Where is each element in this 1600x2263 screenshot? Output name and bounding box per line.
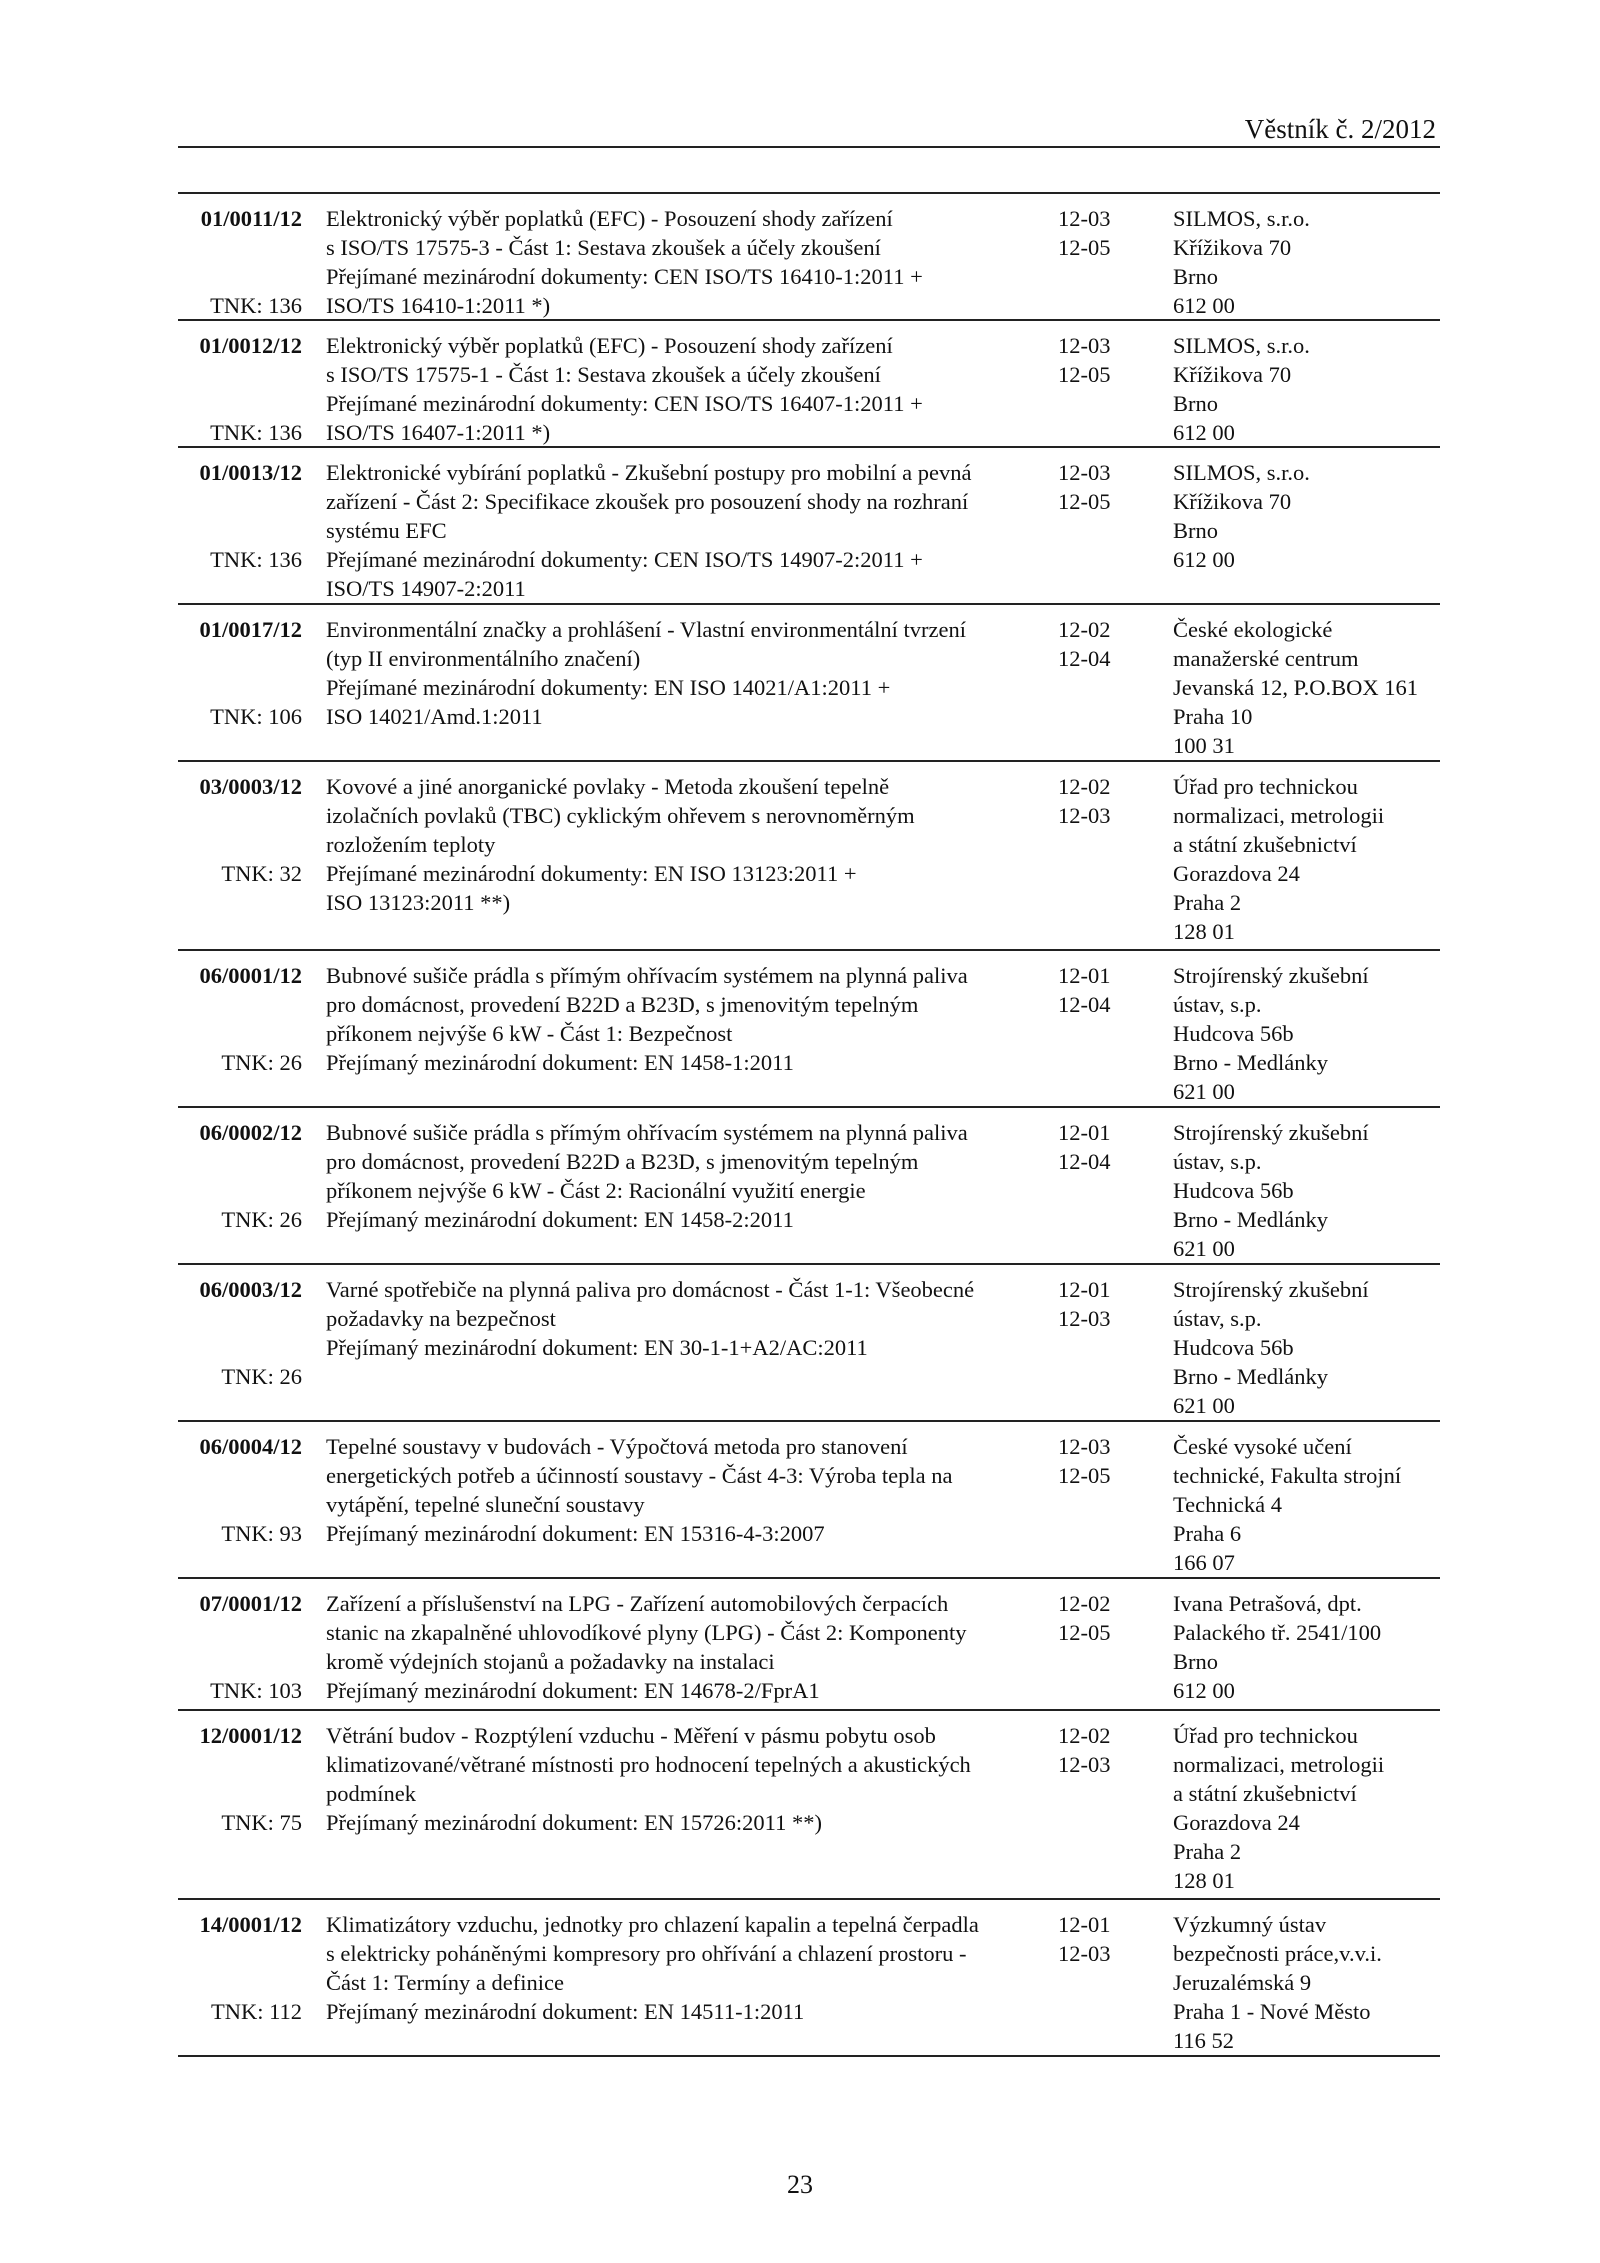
org-line: 128 01 (1173, 1868, 1235, 1893)
table-row (178, 951, 1440, 1108)
entry-code-cell (178, 1910, 302, 2051)
table-row (178, 1265, 1440, 1422)
entry-tnk: TNK: 32 (221, 861, 302, 886)
entry-organization (1173, 1589, 1443, 1705)
entry-dates (1058, 1118, 1138, 1176)
entry-title (326, 204, 923, 320)
org-line: Praha 2 (1173, 890, 1242, 915)
entry-tnk: TNK: 103 (210, 1678, 302, 1703)
date-value: 12-01 (1058, 1912, 1111, 1937)
title-line: Přejímané mezinárodní dokumenty: CEN ISO/TS 16407-1:2011 + (326, 391, 923, 416)
entry-dates (1058, 1432, 1138, 1490)
entry-dates (1058, 458, 1138, 516)
org-line: Jevanská 12, P.O.BOX 161 (1173, 675, 1418, 700)
org-line: 612 00 (1173, 1678, 1235, 1703)
title-line: Přejímaný mezinárodní dokument: EN 1458-2:2011 (326, 1207, 794, 1232)
entry-organization (1173, 1432, 1443, 1577)
title-line: Varné spotřebiče na plynná paliva pro domácnost - Část 1-1: Všeobecné (326, 1277, 975, 1302)
title-line: Přejímaný mezinárodní dokument: EN 1458-1:2011 (326, 1050, 794, 1075)
title-line: systému EFC (326, 518, 447, 543)
org-line: ústav, s.p. (1173, 1306, 1262, 1331)
org-line: Hudcova 56b (1173, 1021, 1294, 1046)
date-value: 12-03 (1058, 803, 1111, 828)
title-line: Zařízení a příslušenství na LPG - Zařízení automobilových čerpacích (326, 1591, 949, 1616)
org-line: 621 00 (1173, 1236, 1235, 1261)
title-line: s elektricky poháněnými kompresory pro ohřívání a chlazení prostoru - (326, 1941, 967, 1966)
title-line: ISO/TS 16407-1:2011 *) (326, 420, 551, 445)
org-line: Úřad pro technickou (1173, 774, 1358, 799)
org-line: 612 00 (1173, 293, 1235, 318)
entry-tnk: TNK: 26 (221, 1364, 302, 1389)
entry-code: 07/0001/12 (199, 1591, 302, 1616)
entry-title (326, 1432, 953, 1548)
date-value: 12-02 (1058, 1723, 1111, 1748)
entry-tnk: TNK: 75 (221, 1810, 302, 1835)
org-line: ústav, s.p. (1173, 1149, 1262, 1174)
entry-dates (1058, 204, 1138, 262)
org-line: Brno - Medlánky (1173, 1207, 1328, 1232)
entry-organization (1173, 458, 1443, 574)
entry-code-cell (178, 458, 302, 599)
title-line: Přejímané mezinárodní dokumenty: EN ISO 14021/A1:2011 + (326, 675, 891, 700)
org-line: Gorazdova 24 (1173, 1810, 1300, 1835)
date-value: 12-05 (1058, 1620, 1111, 1645)
org-line: ústav, s.p. (1173, 992, 1262, 1017)
date-value: 12-04 (1058, 1149, 1111, 1174)
org-line: Výzkumný ústav (1173, 1912, 1327, 1937)
page-header (178, 110, 1440, 148)
org-line: a státní zkušebnictví (1173, 832, 1357, 857)
page-number: 23 (787, 2170, 813, 2199)
entry-code: 14/0001/12 (199, 1912, 302, 1937)
journal-title: Věstník č. 2/2012 (1244, 114, 1436, 144)
entry-code: 06/0003/12 (199, 1277, 302, 1302)
title-line: požadavky na bezpečnost (326, 1306, 556, 1331)
title-line: Elektronický výběr poplatků (EFC) - Posouzení shody zařízení (326, 206, 893, 231)
org-line: Úřad pro technickou (1173, 1723, 1358, 1748)
org-line: technické, Fakulta strojní (1173, 1463, 1402, 1488)
org-line: 612 00 (1173, 547, 1235, 572)
title-line: Environmentální značky a prohlášení - Vlastní environmentální tvrzení (326, 617, 967, 642)
entry-tnk: TNK: 136 (210, 293, 302, 318)
date-value: 12-01 (1058, 1120, 1111, 1145)
entry-organization (1173, 772, 1443, 946)
org-line: Brno (1173, 1649, 1218, 1674)
entry-dates (1058, 1910, 1138, 1968)
org-line: manažerské centrum (1173, 646, 1359, 671)
date-value: 12-05 (1058, 235, 1111, 260)
org-line: České vysoké učení (1173, 1434, 1352, 1459)
entry-title (326, 1589, 967, 1705)
entry-dates (1058, 615, 1138, 673)
entry-code-cell (178, 961, 302, 1102)
entry-code: 06/0004/12 (199, 1434, 302, 1459)
table-row (178, 762, 1440, 951)
entry-organization (1173, 961, 1443, 1106)
entry-title (326, 1910, 979, 2026)
entry-dates (1058, 1721, 1138, 1779)
title-line: Přejímaný mezinárodní dokument: EN 15316-4-3:2007 (326, 1521, 825, 1546)
table-row (178, 1108, 1440, 1265)
date-value: 12-03 (1058, 460, 1111, 485)
entry-tnk: TNK: 26 (221, 1207, 302, 1232)
org-line: normalizaci, metrologii (1173, 803, 1385, 828)
title-line: ISO 13123:2011 **) (326, 890, 511, 915)
date-value: 12-03 (1058, 1941, 1111, 1966)
table-row (178, 1900, 1440, 2057)
entry-code-cell (178, 615, 302, 756)
entry-code: 01/0012/12 (199, 333, 302, 358)
org-line: 166 07 (1173, 1550, 1235, 1575)
title-line: (typ II environmentálního značení) (326, 646, 641, 671)
entry-code: 01/0011/12 (200, 206, 302, 231)
entry-tnk: TNK: 136 (210, 547, 302, 572)
entry-tnk: TNK: 26 (221, 1050, 302, 1075)
date-value: 12-01 (1058, 1277, 1111, 1302)
org-line: Brno (1173, 391, 1218, 416)
entry-organization (1173, 1910, 1443, 2055)
title-line: Kovové a jiné anorganické povlaky - Metoda zkoušení tepelně (326, 774, 890, 799)
date-value: 12-05 (1058, 489, 1111, 514)
title-line: izolačních povlaků (TBC) cyklickým ohřevem s nerovnoměrným (326, 803, 915, 828)
date-value: 12-04 (1058, 646, 1111, 671)
entry-dates (1058, 331, 1138, 389)
org-line: a státní zkušebnictví (1173, 1781, 1357, 1806)
standards-table (178, 192, 1440, 2057)
entry-code: 06/0001/12 (199, 963, 302, 988)
entry-dates (1058, 1275, 1138, 1333)
title-line: pro domácnost, provedení B22D a B23D, s jmenovitým tepelným (326, 1149, 919, 1174)
org-line: Strojírenský zkušební (1173, 1120, 1369, 1145)
table-row (178, 1579, 1440, 1711)
entry-organization (1173, 1721, 1443, 1895)
org-line: SILMOS, s.r.o. (1173, 460, 1310, 485)
org-line: Brno - Medlánky (1173, 1050, 1328, 1075)
title-line: Elektronické vybírání poplatků - Zkušební postupy pro mobilní a pevná (326, 460, 972, 485)
org-line: České ekologické (1173, 617, 1333, 642)
title-line: příkonem nejvýše 6 kW - Část 1: Bezpečnost (326, 1021, 733, 1046)
org-line: Strojírenský zkušební (1173, 963, 1369, 988)
org-line: Hudcova 56b (1173, 1178, 1294, 1203)
date-value: 12-03 (1058, 1752, 1111, 1777)
title-line: Přejímané mezinárodní dokumenty: CEN ISO/TS 16410-1:2011 + (326, 264, 923, 289)
title-line: Přejímaný mezinárodní dokument: EN 30-1-1+A2/AC:2011 (326, 1335, 868, 1360)
title-line: ISO/TS 14907-2:2011 (326, 576, 526, 601)
title-line: Přejímané mezinárodní dokumenty: EN ISO 13123:2011 + (326, 861, 857, 886)
table-row (178, 194, 1440, 321)
entry-title (326, 458, 972, 603)
org-line: Brno (1173, 264, 1218, 289)
org-line: SILMOS, s.r.o. (1173, 333, 1310, 358)
org-line: Technická 4 (1173, 1492, 1282, 1517)
org-line: Ivana Petrašová, dpt. (1173, 1591, 1362, 1616)
title-line: Bubnové sušiče prádla s přímým ohřívacím systémem na plynná paliva (326, 1120, 968, 1145)
entry-dates (1058, 961, 1138, 1019)
date-value: 12-02 (1058, 1591, 1111, 1616)
entry-title (326, 615, 967, 731)
date-value: 12-04 (1058, 992, 1111, 1017)
title-line: rozložením teploty (326, 832, 496, 857)
title-line: Bubnové sušiče prádla s přímým ohřívacím systémem na plynná paliva (326, 963, 968, 988)
org-line: Praha 10 (1173, 704, 1253, 729)
title-line: ISO 14021/Amd.1:2011 (326, 704, 543, 729)
date-value: 12-03 (1058, 333, 1111, 358)
title-line: Přejímaný mezinárodní dokument: EN 14511-1:2011 (326, 1999, 805, 2024)
org-line: 621 00 (1173, 1393, 1235, 1418)
entry-tnk: TNK: 112 (210, 1999, 302, 2024)
org-line: 116 52 (1173, 2028, 1235, 2053)
entry-code-cell (178, 1118, 302, 1259)
entry-title (326, 772, 915, 917)
title-line: s ISO/TS 17575-3 - Část 1: Sestava zkoušek a účely zkoušení (326, 235, 881, 260)
entry-dates (1058, 772, 1138, 830)
date-value: 12-03 (1058, 1434, 1111, 1459)
date-value: 12-03 (1058, 1306, 1111, 1331)
title-line: Tepelné soustavy v budovách - Výpočtová metoda pro stanovení (326, 1434, 908, 1459)
title-line: pro domácnost, provedení B22D a B23D, s jmenovitým tepelným (326, 992, 919, 1017)
title-line: vytápění, tepelné sluneční soustavy (326, 1492, 645, 1517)
entry-organization (1173, 204, 1443, 320)
org-line: 128 01 (1173, 919, 1235, 944)
entry-code-cell (178, 1275, 302, 1416)
entry-title (326, 1275, 975, 1362)
org-line: 612 00 (1173, 420, 1235, 445)
org-line: Křížikova 70 (1173, 489, 1292, 514)
date-value: 12-03 (1058, 206, 1111, 231)
org-line: 621 00 (1173, 1079, 1235, 1104)
entry-dates (1058, 1589, 1138, 1647)
table-row (178, 1711, 1440, 1900)
date-value: 12-01 (1058, 963, 1111, 988)
title-line: stanic na zkapalněné uhlovodíkové plyny (LPG) - Část 2: Komponenty (326, 1620, 967, 1645)
org-line: Praha 2 (1173, 1839, 1242, 1864)
title-line: klimatizované/větrané místnosti pro hodnocení tepelných a akustických (326, 1752, 971, 1777)
entry-organization (1173, 1118, 1443, 1263)
date-value: 12-02 (1058, 617, 1111, 642)
org-line: Brno (1173, 518, 1218, 543)
date-value: 12-02 (1058, 774, 1111, 799)
org-line: 100 31 (1173, 733, 1235, 758)
entry-code: 06/0002/12 (199, 1120, 302, 1145)
entry-tnk: TNK: 106 (210, 704, 302, 729)
org-line: normalizaci, metrologii (1173, 1752, 1385, 1777)
title-line: Část 1: Termíny a definice (326, 1970, 564, 1995)
entry-title (326, 1721, 971, 1837)
org-line: Hudcova 56b (1173, 1335, 1294, 1360)
title-line: ISO/TS 16410-1:2011 *) (326, 293, 551, 318)
title-line: Přejímané mezinárodní dokumenty: CEN ISO/TS 14907-2:2011 + (326, 547, 923, 572)
entry-code: 01/0017/12 (199, 617, 302, 642)
date-value: 12-05 (1058, 362, 1111, 387)
title-line: Větrání budov - Rozptýlení vzduchu - Měření v pásmu pobytu osob (326, 1723, 936, 1748)
entry-code-cell (178, 1432, 302, 1573)
table-row (178, 605, 1440, 762)
title-line: Přejímaný mezinárodní dokument: EN 15726:2011 **) (326, 1810, 822, 1835)
org-line: SILMOS, s.r.o. (1173, 206, 1310, 231)
org-line: bezpečnosti práce,v.v.i. (1173, 1941, 1382, 1966)
title-line: Klimatizátory vzduchu, jednotky pro chlazení kapalin a tepelná čerpadla (326, 1912, 979, 1937)
date-value: 12-05 (1058, 1463, 1111, 1488)
title-line: Přejímaný mezinárodní dokument: EN 14678-2/FprA1 (326, 1678, 820, 1703)
table-row (178, 1422, 1440, 1579)
org-line: Gorazdova 24 (1173, 861, 1300, 886)
org-line: Praha 6 (1173, 1521, 1242, 1546)
entry-tnk: TNK: 93 (221, 1521, 302, 1546)
entry-title (326, 1118, 968, 1234)
entry-organization (1173, 1275, 1443, 1420)
entry-organization (1173, 331, 1443, 447)
entry-title (326, 331, 923, 447)
title-line: kromě výdejních stojanů a požadavky na instalaci (326, 1649, 775, 1674)
org-line: Strojírenský zkušební (1173, 1277, 1369, 1302)
org-line: Palackého tř. 2541/100 (1173, 1620, 1382, 1645)
title-line: s ISO/TS 17575-1 - Část 1: Sestava zkoušek a účely zkoušení (326, 362, 881, 387)
table-row (178, 321, 1440, 448)
org-line: Praha 1 - Nové Město (1173, 1999, 1371, 2024)
org-line: Brno - Medlánky (1173, 1364, 1328, 1389)
title-line: Elektronický výběr poplatků (EFC) - Posouzení shody zařízení (326, 333, 893, 358)
entry-organization (1173, 615, 1443, 760)
title-line: příkonem nejvýše 6 kW - Část 2: Racionální využití energie (326, 1178, 866, 1203)
title-line: zařízení - Část 2: Specifikace zkoušek pro posouzení shody na rozhraní (326, 489, 969, 514)
org-line: Křížikova 70 (1173, 362, 1292, 387)
org-line: Křížikova 70 (1173, 235, 1292, 260)
org-line: Jeruzalémská 9 (1173, 1970, 1312, 1995)
title-line: energetických potřeb a účinností soustavy - Část 4-3: Výroba tepla na (326, 1463, 953, 1488)
entry-title (326, 961, 968, 1077)
entry-code: 01/0013/12 (199, 460, 302, 485)
entry-code: 12/0001/12 (199, 1723, 302, 1748)
title-line: podmínek (326, 1781, 416, 1806)
entry-tnk: TNK: 136 (210, 420, 302, 445)
entry-code: 03/0003/12 (199, 774, 302, 799)
table-row (178, 448, 1440, 605)
